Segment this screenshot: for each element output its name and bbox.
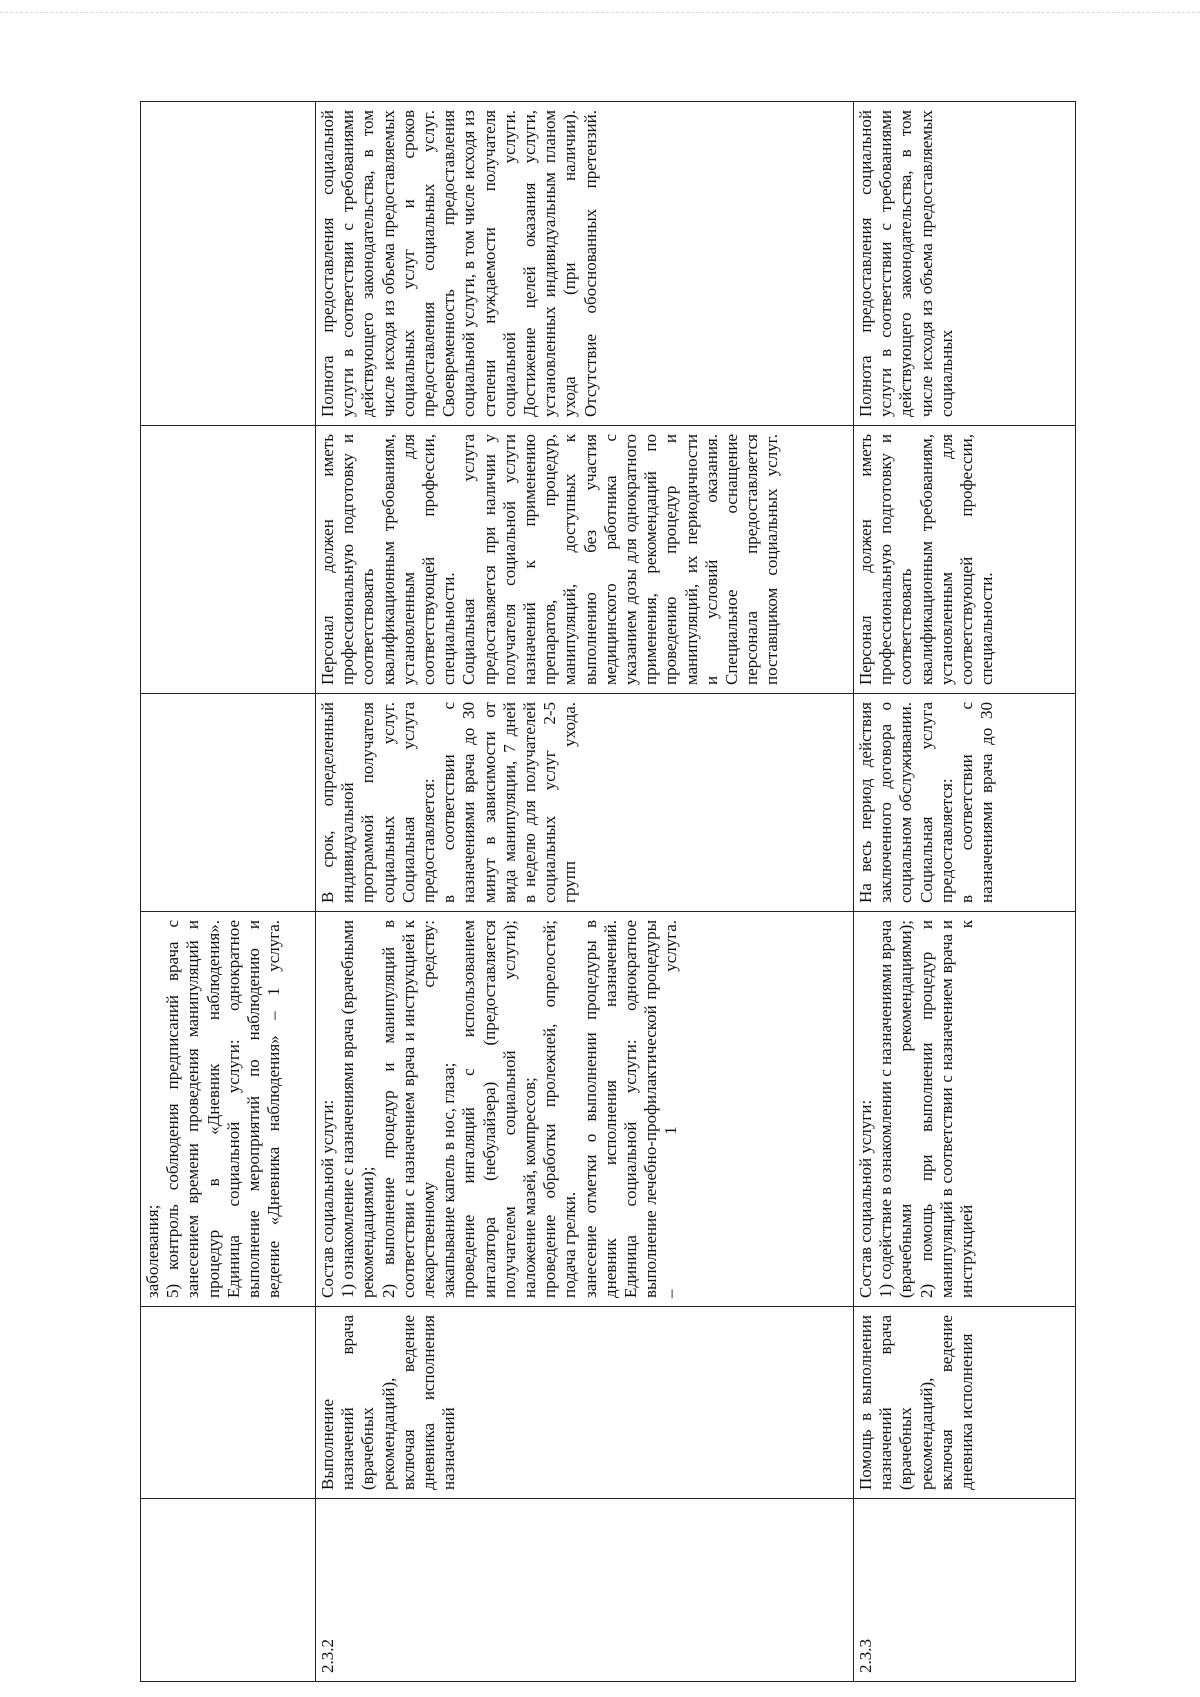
service-conditions-cell (854, 426, 1076, 694)
conditions-line: Персонал должен иметь профессиональную подготовку и соответствовать квалификационным требованиям, установленным для соответствующей профессии, специальности. (318, 434, 459, 685)
services-table (140, 101, 1076, 1682)
composition-line: заболевания; (143, 1204, 162, 1298)
service-term-cell (854, 694, 1076, 912)
table-row (854, 102, 1076, 1682)
quality-line: Полнота предоставления социальной услуги в соответствии с требованиями действующего законодательства, в том числе исходя из объема предоставляемых социальных (856, 110, 956, 417)
table-row (316, 102, 854, 1682)
conditions-line: Персонал должен иметь профессиональную подготовку и соответствовать квалификационным требованиям, установленным для соответствующей профессии, специальности. (856, 434, 997, 685)
service-composition-cell (316, 912, 854, 1307)
quality-line: Отсутствие обоснованных претензий. (580, 110, 600, 417)
service-conditions-cell (141, 426, 316, 694)
quality-line: Полнота предоставления социальной услуги в соответствии с требованиями действующего законодательства, в том числе исходя из объема предоставляемых социальных услуг и сроков предоставления социальных услуг. (318, 110, 439, 417)
service-quality-cell (141, 102, 316, 426)
term-line: Социальная услуга предоставляется: (398, 702, 439, 903)
term-line: В срок, определенный индивидуальной программой получателя социальных услуг. (318, 702, 398, 903)
scan-edge-rule (0, 12, 1200, 13)
service-composition-cell (854, 912, 1076, 1307)
composition-line: проведение обработки пролежней, опрелостей; (540, 920, 560, 1298)
term-line: в соответствии с назначениями врача до 30 минут в зависимости от вида манипуляции, 7 дней в неделю для получателей социальных услуг 2-5 групп ухода. (439, 702, 580, 903)
service-quality-cell (316, 102, 854, 426)
conditions-line: Социальная услуга предоставляется при наличии у получателя социальной услуги назначений к применению препаратов, процедур, манипуляций, доступных к выполнению без участия медицинского работника с указанием дозы для однократного применения, рекомендаций по проведению процедур и манипуляций, их периодичности и условий оказания. (459, 434, 721, 685)
service-conditions-cell (316, 426, 854, 694)
service-name-cell: Помощь в выполнении назначений врача (врачебных рекомендаций), включая ведение дневника исполнения (854, 1307, 1076, 1499)
conditions-line: Специальное оснащение персонала предоставляется поставщиком социальных услуг. (722, 434, 782, 685)
composition-line: 2) выполнение процедур и манипуляций в соответствии с назначением врача и инструкцией к лекарственному средству: (378, 920, 439, 1298)
term-line: Социальная услуга предоставляется: (916, 702, 956, 903)
composition-line: занесение отметки о выполнении процедуры в дневник исполнения назначений. (580, 920, 620, 1298)
composition-line: проведение ингаляций с использованием ингалятора (небулайзера) (предоставляется получателем социальной услуги); (459, 920, 519, 1298)
composition-line: закапывание капель в нос, глаза; (439, 1062, 459, 1298)
composition-line: Единица социальной услуги: однократное выполнение лечебно-профилактической процедуры – 1 услуга. (621, 920, 681, 1298)
service-composition-cell (141, 912, 316, 1307)
service-quality-cell (854, 102, 1076, 426)
term-line: в соответствии с назначениями врача до 30 (957, 702, 997, 903)
composition-line: 5) контроль соблюдения предписаний врача с занесением времени проведения манипуляций и процедур в «Дневник наблюдения». (163, 920, 223, 1298)
composition-line: 1) ознакомление с назначениями врача (врачебными рекомендациями); (338, 920, 378, 1298)
rotated-table-container (140, 102, 1075, 1682)
row-number-cell: 2.3.3 (854, 1499, 1076, 1682)
composition-line: подача грелки. (560, 1191, 580, 1298)
term-line: На весь период действия заключенного договора о социальном обслуживании. (856, 702, 916, 903)
composition-line: 2) помощь при выполнении процедур и манипуляций в соответствии с назначением врача и инструкцией к (916, 920, 977, 1298)
composition-line: Состав социальной услуги: (856, 1099, 875, 1298)
composition-line: Единица социальной услуги: однократное выполнение мероприятий по наблюдению и ведение «Дневника наблюдения» – 1 услуга. (223, 920, 284, 1298)
service-name-cell (141, 1307, 316, 1499)
service-term-cell (141, 694, 316, 912)
row-number-cell: 2.3.2 (316, 1499, 854, 1682)
row-number-cell (141, 1499, 316, 1682)
table-row (141, 102, 316, 1682)
composition-line: наложение мазей, компрессов; (520, 1077, 540, 1298)
composition-line: 1) содействие в ознакомлении с назначениями врача (врачебными рекомендациями); (876, 919, 916, 1298)
quality-line: Достижение целей оказания услуги, установленных индивидуальным планом ухода (при наличии). (520, 110, 580, 417)
service-name-cell: Выполнение назначений врача (врачебных рекомендаций), включая ведение дневника исполнения назначений (316, 1307, 854, 1499)
composition-line: Состав социальной услуги: (318, 1099, 337, 1298)
quality-line: Своевременность предоставления социальной услуги, в том числе исходя из степени нуждаемости получателя социальной услуги. (439, 110, 519, 417)
service-term-cell (316, 694, 854, 912)
